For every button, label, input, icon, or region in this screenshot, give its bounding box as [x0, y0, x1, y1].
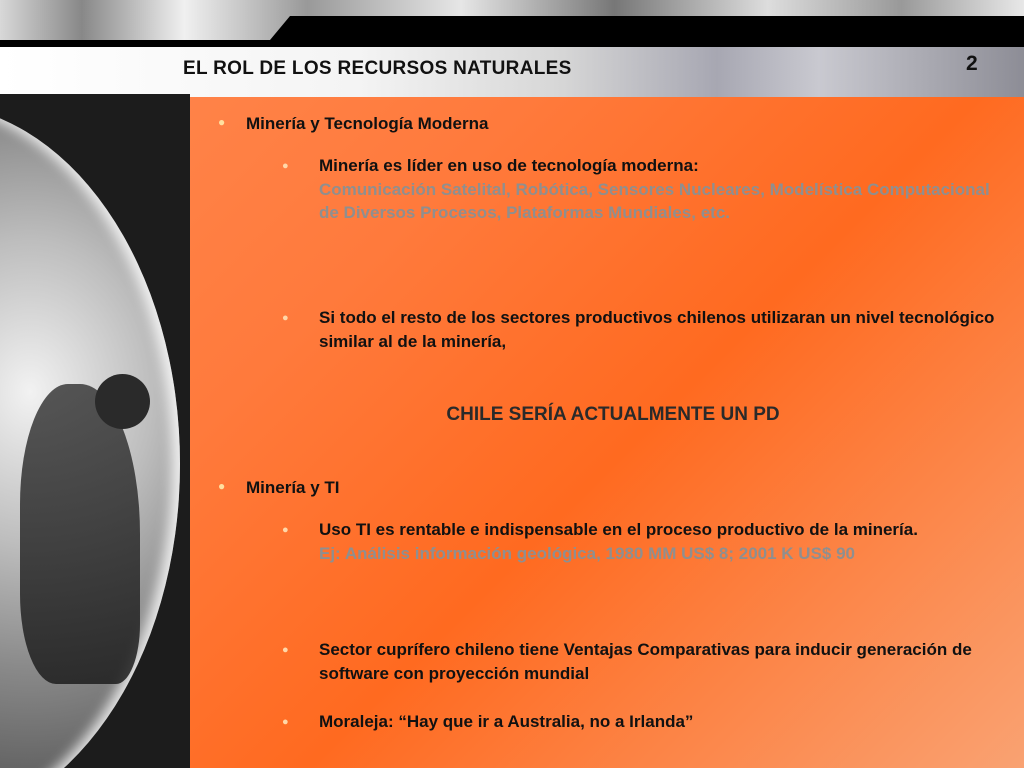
slide-title: EL ROL DE LOS RECURSOS NATURALES [183, 58, 572, 79]
bullet-icon: ● [282, 524, 289, 536]
bullet-icon: ● [282, 312, 289, 324]
bullet-icon: ● [282, 644, 289, 656]
bullet-icon: ● [282, 160, 289, 172]
bullet-icon: ● [282, 716, 289, 728]
miner-silhouette [20, 384, 140, 684]
bullet-icon: ● [218, 115, 226, 129]
callout-text: CHILE SERÍA ACTUALMENTE UN PD [446, 404, 780, 425]
slide-number: 2 [966, 52, 978, 75]
miner-globe-photo [0, 94, 190, 768]
bullet-icon: ● [218, 479, 226, 493]
top-black-shape [0, 0, 1024, 48]
